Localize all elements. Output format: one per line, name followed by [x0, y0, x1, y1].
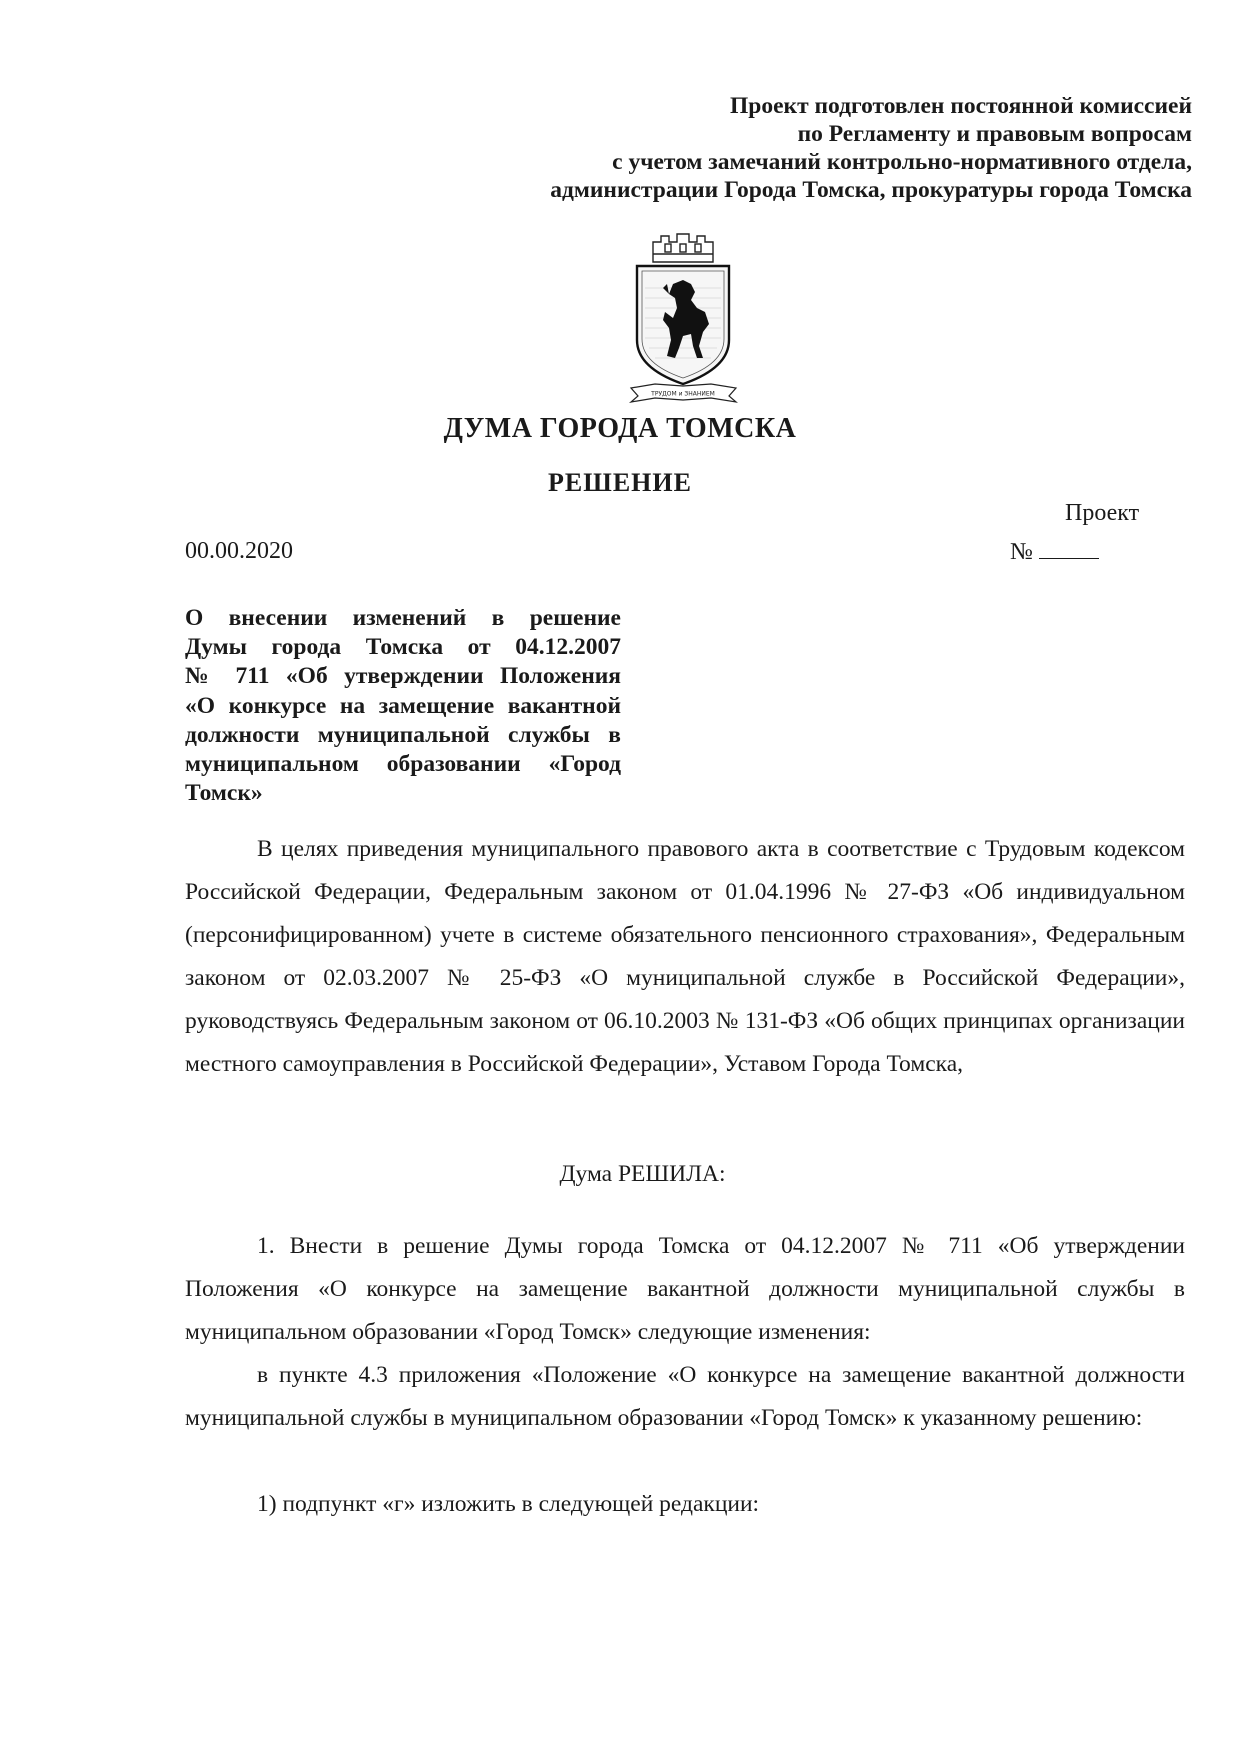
body-paragraph: в пункте 4.3 приложения «Положение «О конкурсе на замещение вакантной должности муниципальной службы в муниципальном образовании «Город Томск» к указанному решению: [185, 1362, 1185, 1431]
decision-title: РЕШЕНИЕ [548, 468, 692, 497]
tomsk-coat-of-arms-icon [625, 228, 742, 404]
subject-line: О внесении изменений в решение [185, 605, 621, 631]
preamble-paragraph: В целях приведения муниципального правового акта в соответствие с Трудовым кодексом Российской Федерации, Федеральным законом от 01.04.1996 № 27-ФЗ «Об индивидуальном (персонифицированном) учете в системе обязательного пенсионного страхования», Федеральным законом от 02.03.2007 № 25-ФЗ «О муниципальной службе в Российской Федерации», руководствуясь Федеральным законом от 06.10.2003 № 131-ФЗ «Об общих принципах организации местного самоуправления в Российской Федерации», Уставом Города Томска, [185, 836, 1185, 1077]
body-paragraph: 1) подпункт «г» изложить в следующей редакции: [257, 1491, 760, 1517]
subject-line: муниципальном образовании «Город [185, 751, 621, 778]
decision-subject [185, 604, 621, 808]
resolved-heading: Дума РЕШИЛА: [559, 1161, 726, 1187]
subject-line: Томск» [185, 780, 263, 807]
decision-date: 00.00.2020 [185, 538, 293, 564]
header-note-line: по Регламенту и правовым вопросам [797, 121, 1192, 147]
header-note-line: администрации Города Томска, прокуратуры города Томска [550, 177, 1192, 203]
emblem-motto: ТРУДОМ и ЗНАНИЕМ [651, 390, 715, 398]
header-note [432, 92, 1192, 204]
council-name: ДУМА ГОРОДА ТОМСКА [443, 413, 797, 444]
subject-line: № 711 «Об утверждении Положения [185, 663, 621, 690]
subject-line: Думы города Томска от 04.12.2007 [185, 634, 621, 661]
subject-line: «О конкурсе на замещение вакантной [185, 692, 621, 719]
body-paragraph: 1. Внести в решение Думы города Томска от 04.12.2007 № 711 «Об утверждении Положения «О конкурсе на замещение вакантной должности муниципальной службы в муниципальном образовании «Город Томск» следующие изменения: [185, 1233, 1185, 1345]
number-blank-line [1039, 538, 1099, 559]
header-note-line: с учетом замечаний контрольно-нормативного отдела, [612, 149, 1192, 175]
number-sign: № [1010, 539, 1033, 565]
header-note-line: Проект подготовлен постоянной комиссией [730, 93, 1192, 119]
subject-line: должности муниципальной службы в [185, 721, 621, 748]
draft-label: Проект [1065, 500, 1140, 526]
decision-number [1010, 538, 1099, 566]
